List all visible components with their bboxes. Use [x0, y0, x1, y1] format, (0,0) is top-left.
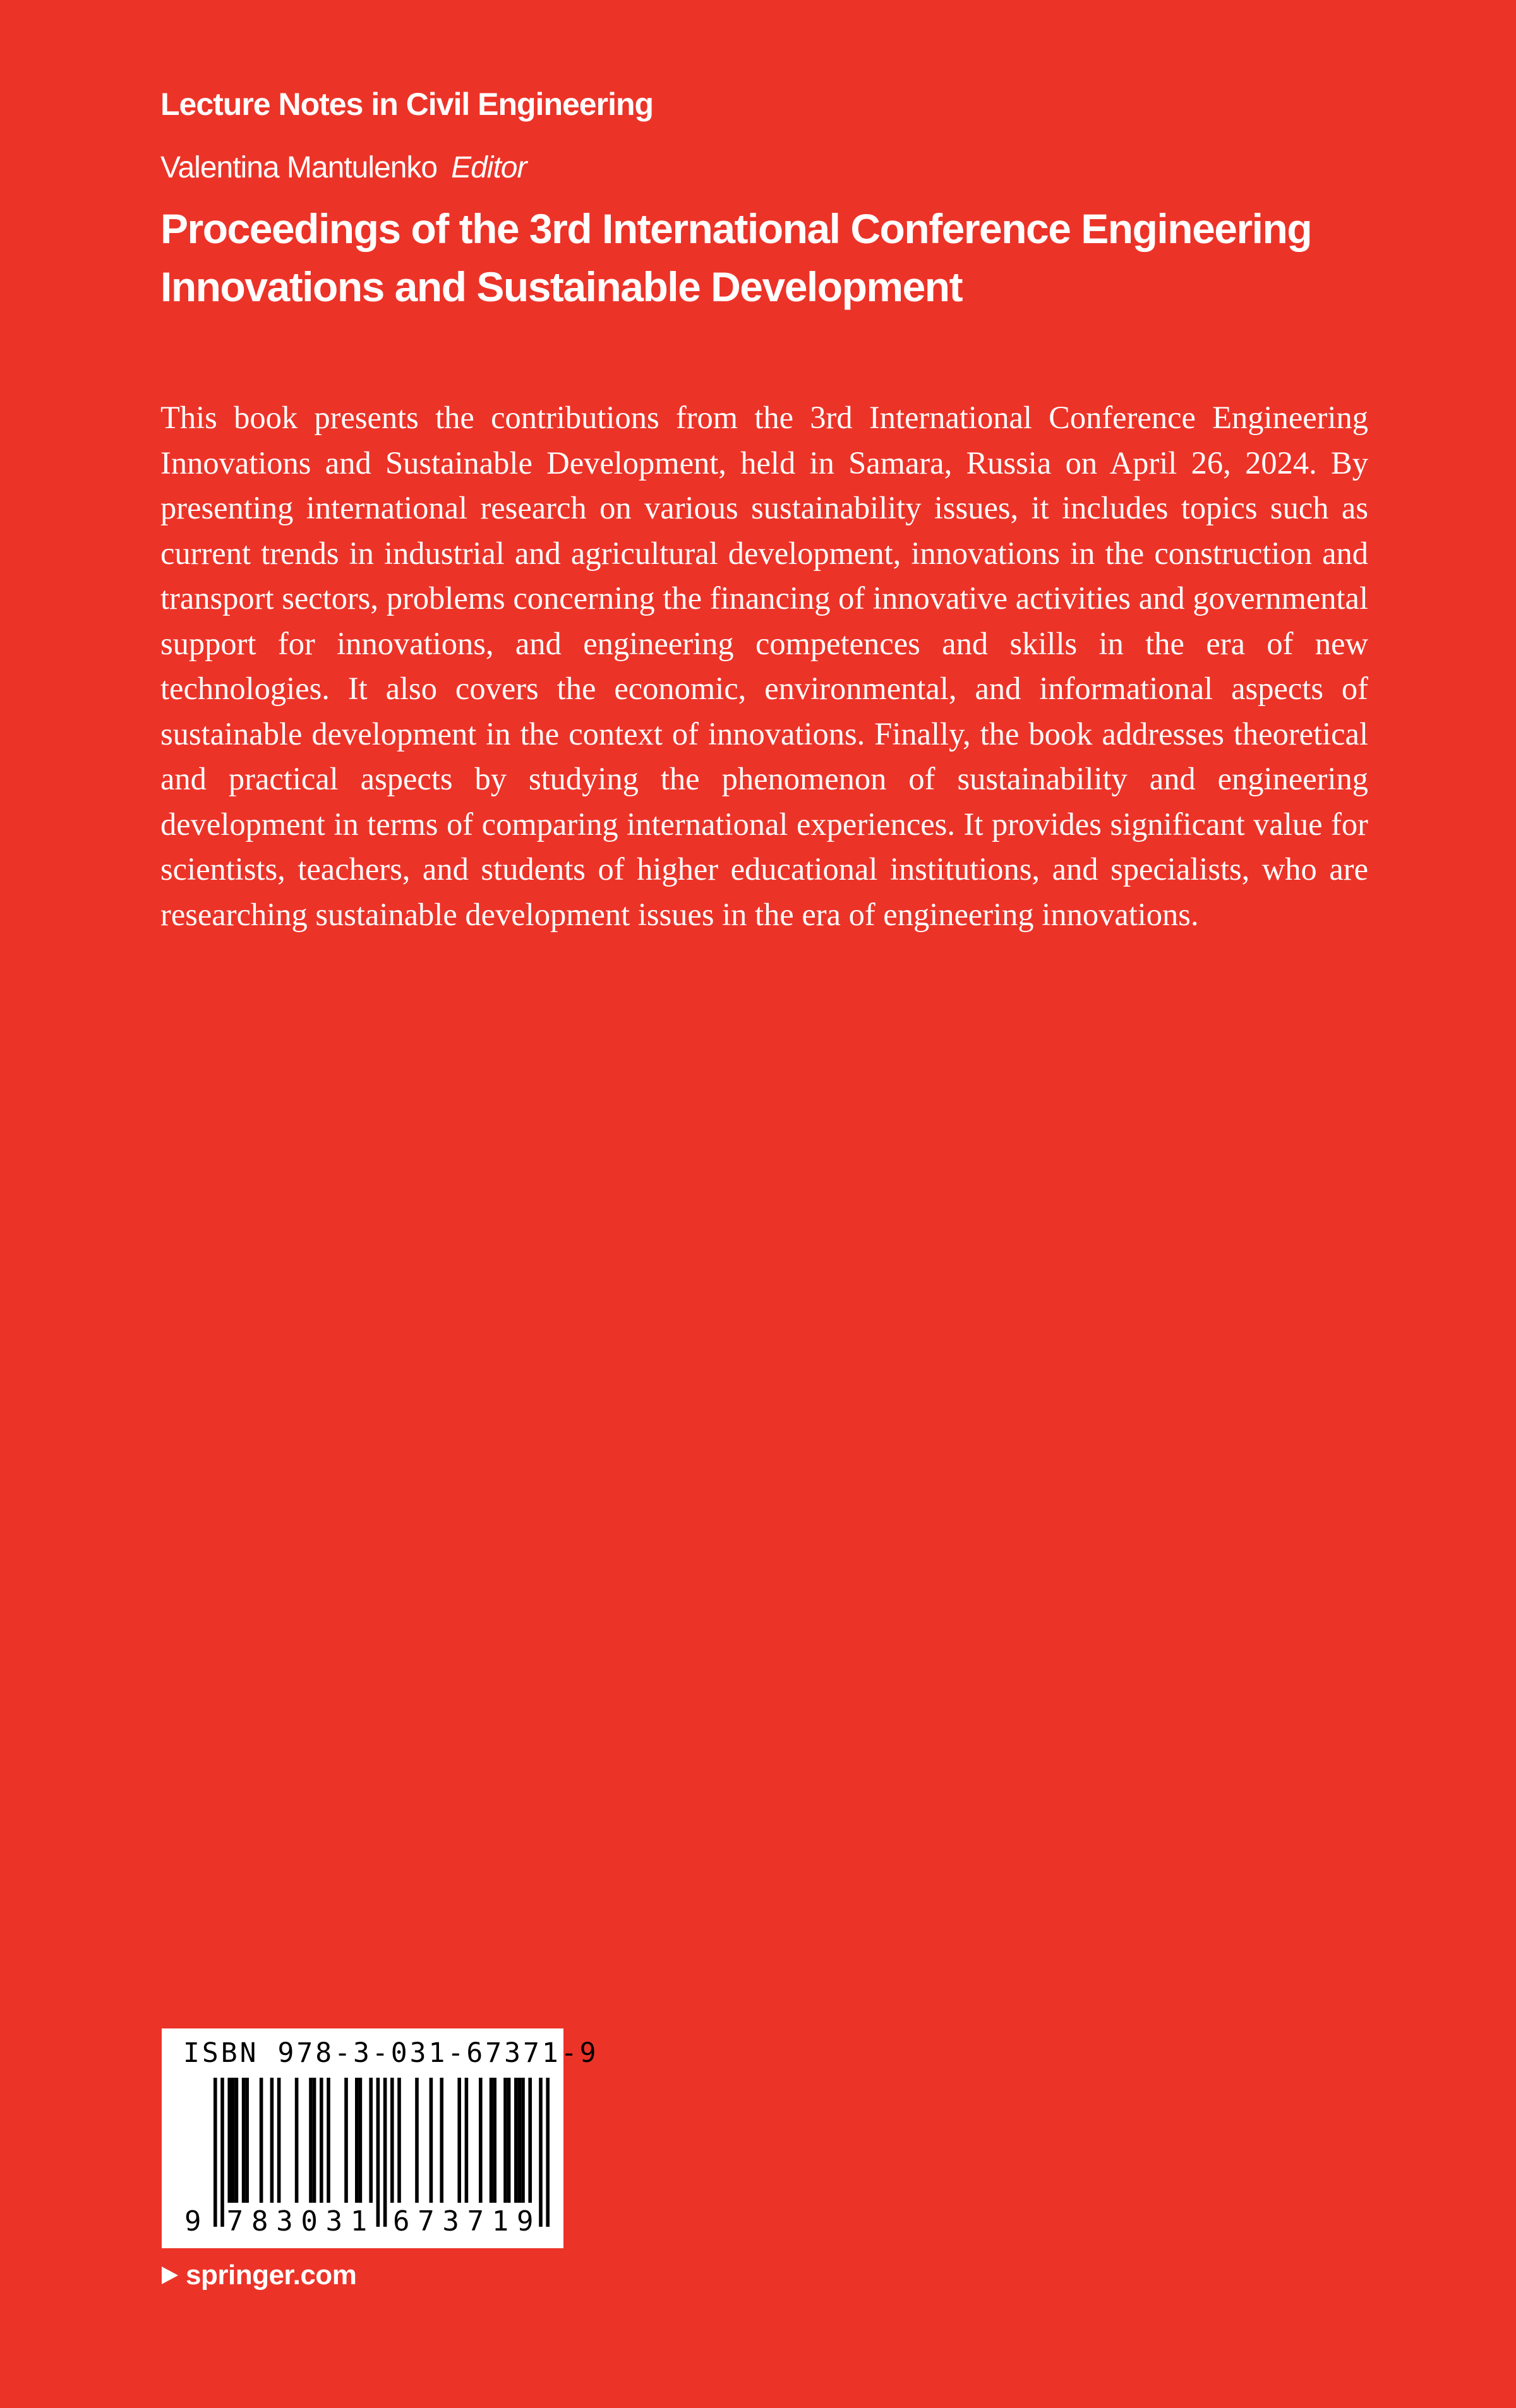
barcode-bar [309, 2078, 313, 2203]
barcode-bar [440, 2078, 443, 2203]
isbn-barcode [162, 2028, 599, 2248]
barcode-bar [245, 2078, 249, 2203]
barcode-bar [383, 2078, 387, 2227]
barcode-bar [430, 2078, 433, 2203]
barcode-digit: 7 [467, 2205, 484, 2237]
barcode-bar [220, 2078, 224, 2227]
barcode-digit: 8 [251, 2205, 268, 2237]
barcode-bar [503, 2078, 507, 2203]
barcode-bar [415, 2078, 419, 2203]
barcode-bar [397, 2078, 401, 2203]
barcode-digit: 3 [442, 2205, 459, 2237]
barcode-bar [270, 2078, 274, 2203]
editor-name: Valentina Mantulenko [160, 151, 438, 184]
barcode-digit: 7 [418, 2205, 435, 2237]
barcode-digit: 1 [491, 2205, 509, 2237]
barcode-bar [320, 2078, 323, 2203]
barcode-bar [227, 2078, 231, 2203]
barcode-bar [539, 2078, 543, 2227]
barcode-bar [235, 2078, 239, 2203]
barcode-bar [518, 2078, 522, 2203]
editor-role: Editor [451, 151, 527, 184]
website-link[interactable]: springer.com [186, 2260, 357, 2291]
barcode-bar [490, 2078, 493, 2203]
barcode-bar [390, 2078, 394, 2203]
barcode-bar [359, 2078, 363, 2203]
barcode-bar [507, 2078, 511, 2203]
barcode-bar [528, 2078, 532, 2203]
barcode-bar [355, 2078, 359, 2203]
book-title: Proceedings of the 3rd International Conference Engineering Innovations and Sustainable Development [160, 205, 1312, 310]
barcode-bar [231, 2078, 235, 2203]
publisher-website[interactable] [160, 2260, 356, 2291]
series-name: Lecture Notes in Civil Engineering [160, 87, 654, 122]
barcode-bar [295, 2078, 299, 2203]
barcode-bar [344, 2078, 348, 2203]
barcode-bar [277, 2078, 281, 2203]
barcode-bar [260, 2078, 263, 2203]
barcode-digit: 7 [226, 2205, 244, 2237]
barcode-bar [514, 2078, 518, 2203]
book-description: This book presents the contributions from the 3rd International Conference Engineering Innovations and Sustainable Development, held in Samara, Russia on April 26, 2024. By presenting international research on various sustainability issues, it includes topics such as current trends in industrial and agricultural development, innovations in the construction and transport sectors, problems concerning the financing of innovative activities and governmental support for innovations, and engineering competences and skills in the era of new technologies. It also covers the economic, environmental, and informational aspects of sustainable development in the context of innovations. Finally, the book addresses theoretical and practical aspects by studying the phenomenon of sustainability and engineering development in terms of comparing international experiences. It provides significant value for scientists, teachers, and students of higher educational institutions, and specialists, who are researching sustainable development issues in the era of engineering innovations. [160, 400, 1368, 932]
barcode-bar [369, 2078, 373, 2203]
barcode-digit: 6 [393, 2205, 410, 2237]
barcode-digit: 3 [325, 2205, 343, 2237]
barcode-bar [546, 2078, 550, 2227]
barcode-digit: 0 [301, 2205, 318, 2237]
barcode-bar [214, 2078, 217, 2227]
barcode-bar [242, 2078, 246, 2203]
barcode-bar [521, 2078, 525, 2203]
barcode-bar [465, 2078, 469, 2203]
barcode-digit-lead: 9 [184, 2205, 202, 2237]
triangle-arrow-icon [160, 2265, 179, 2285]
barcode-bar [376, 2078, 380, 2227]
barcode-digit: 3 [276, 2205, 293, 2237]
isbn-number: ISBN 978-3-031-67371-9 [183, 2037, 599, 2069]
barcode-digit: 9 [517, 2205, 534, 2237]
editor-line [160, 150, 526, 185]
barcode-digit: 1 [350, 2205, 368, 2237]
barcode-bar [479, 2078, 483, 2203]
barcode-bar [313, 2078, 316, 2203]
barcode-bar [457, 2078, 461, 2203]
barcode-bar [327, 2078, 330, 2203]
barcode-bar [493, 2078, 496, 2203]
